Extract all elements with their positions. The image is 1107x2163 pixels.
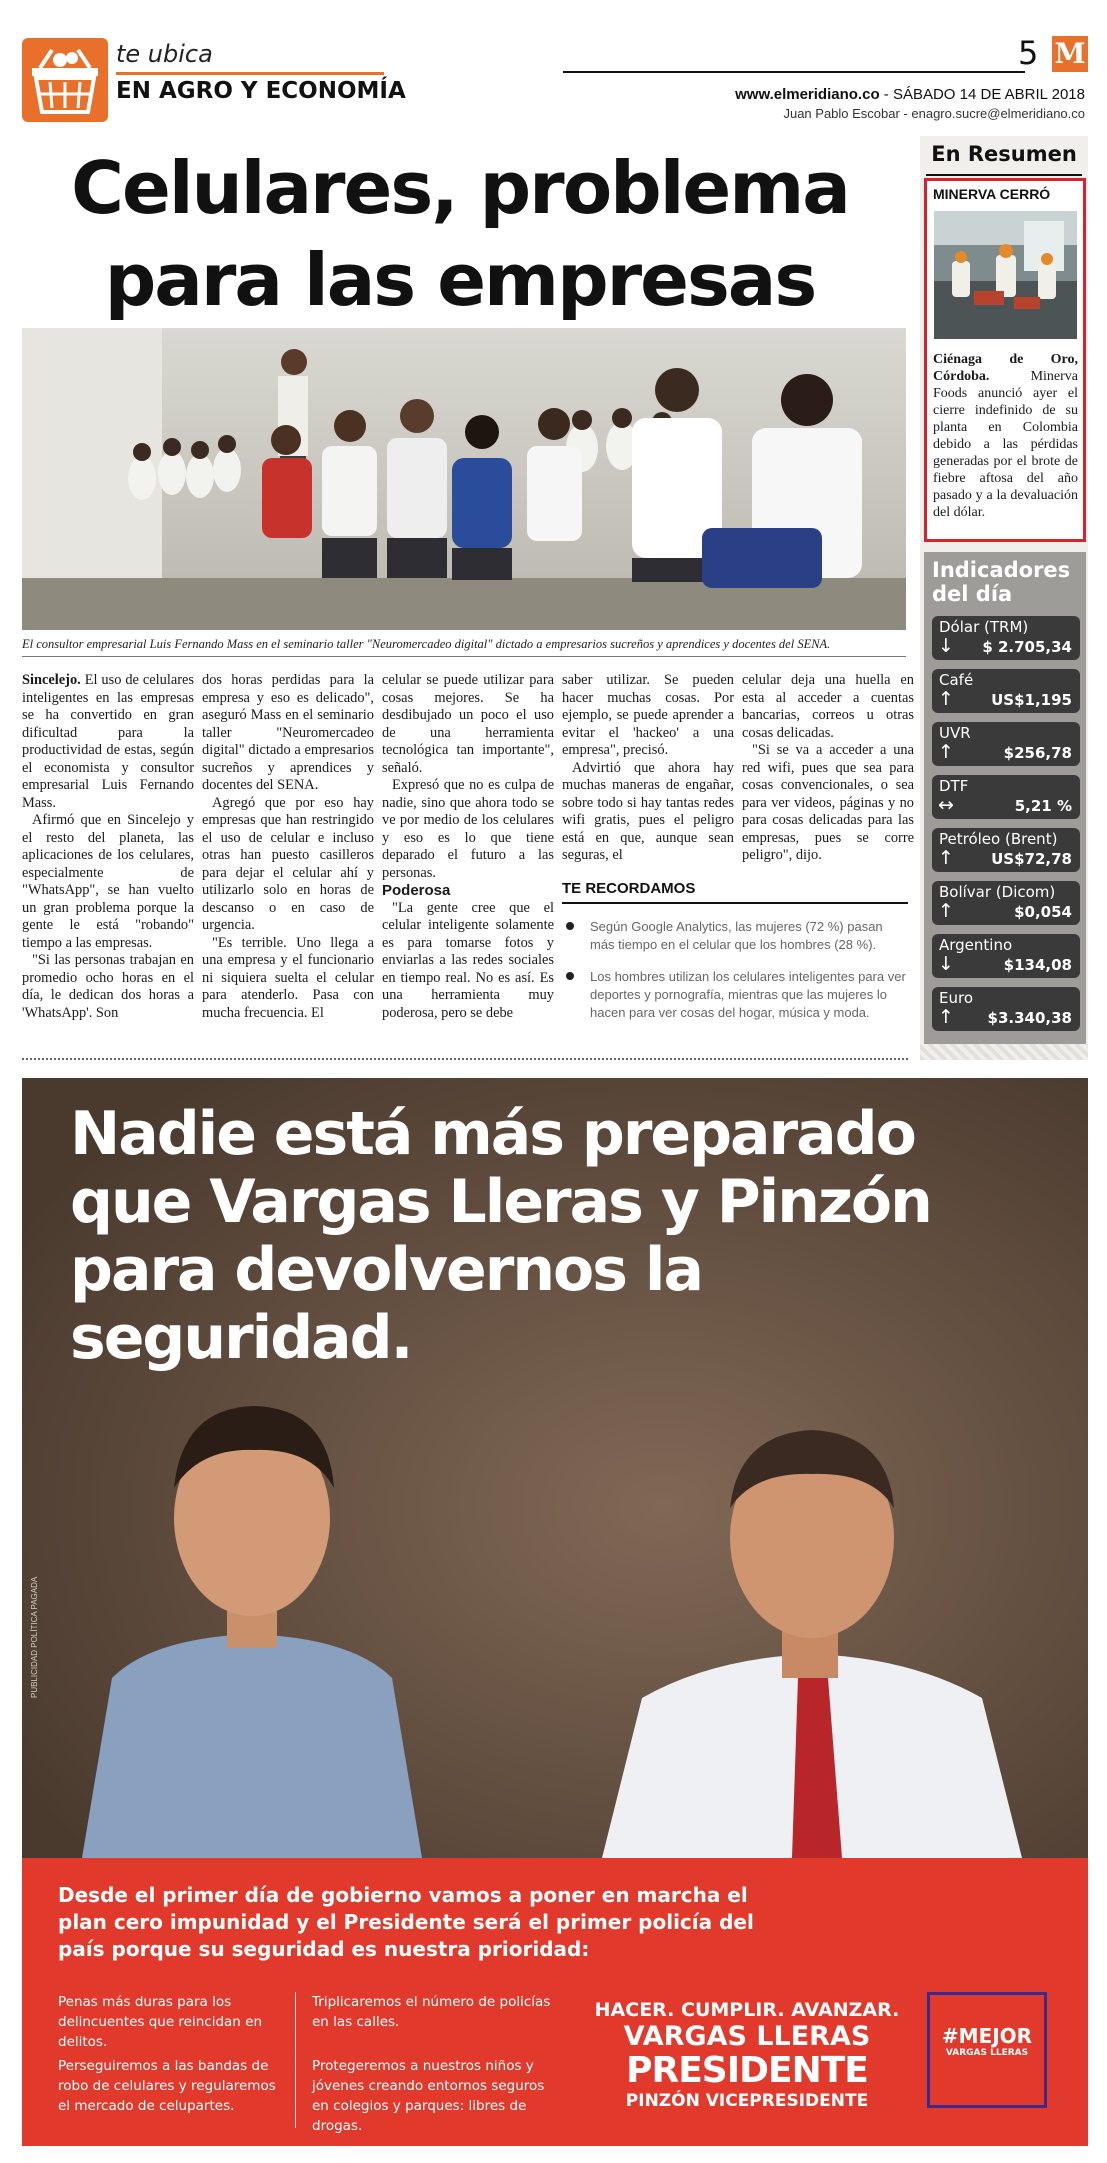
- ad-bullet: Penas más duras para los delincuentes que reincidan en delitos.: [58, 1994, 263, 2050]
- arrow-up-icon: ↑: [938, 1006, 954, 1028]
- indicator-name: Bolívar (Dicom): [939, 883, 1056, 901]
- article-paragraph: "Es terrible. Uno llega a una empresa y el funcionario ni siquiera suelta el celular para atenderlo. Pasa con mucha frecuencia. El: [202, 934, 374, 1021]
- resumen-highlight-box: [924, 178, 1086, 542]
- arrow-left-right-icon: ↔: [938, 794, 954, 816]
- headline-line-2: para las empresas: [104, 238, 816, 322]
- sidebar: [920, 136, 1088, 1060]
- campaign-badge: [927, 1992, 1047, 2108]
- sidebar-title-rule: [926, 174, 1082, 176]
- badge-name: VARGAS LLERAS: [945, 2048, 1029, 2058]
- resumen-place: Ciénaga de Oro, Córdoba.: [933, 352, 1078, 384]
- indicator-row: [932, 775, 1080, 819]
- indicator-name: Petróleo (Brent): [939, 830, 1058, 848]
- section-title: EN AGRO Y ECONOMÍA: [116, 78, 406, 104]
- article-paragraph: [22, 672, 194, 812]
- article-paragraph: Agregó que por eso hay empresas que han restringido el uso de celular e incluso otras han puesto casilleros para dejar el celular ahí y utilizarlo solo en horas de descanso o en caso de urgencia.: [202, 794, 374, 933]
- ad-slogan: [582, 1998, 912, 2112]
- article-subhead: Poderosa: [382, 882, 451, 899]
- arrow-down-icon: ↓: [938, 953, 954, 975]
- indicator-row: [932, 828, 1080, 872]
- resumen-text: [933, 351, 1078, 521]
- arrow-up-icon: ↑: [938, 847, 954, 869]
- indicator-value: $3.340,38: [987, 1009, 1072, 1027]
- resumen-body: Minerva Foods anunció ayer el cierre indefinido de su planta en Colombia debido a las pérdidas generadas por el brote de fiebre aftosa del año pasado y a la devaluación del dólar.: [933, 369, 1078, 520]
- indicator-name: Argentino: [939, 936, 1013, 954]
- indicator-name: Dólar (TRM): [939, 618, 1029, 636]
- caption-rule: [22, 656, 906, 657]
- header-rule: [563, 71, 1025, 73]
- bullet-icon: [566, 922, 574, 930]
- bullet-icon: [566, 972, 574, 980]
- indicators-panel: [924, 552, 1086, 1044]
- recordamos-text: Los hombres utilizan los celulares inteligentes para ver deportes y pornografía, mientras que las mujeres lo hacen para ver cosas del hogar, música y moda.: [590, 969, 906, 1020]
- article-paragraph: Advirtió que ahora hay muchas maneras de engañar, sobre todo si hay tantas redes wifi gratis, pues el peligro está en que, aunque sean seguras, el: [562, 759, 734, 863]
- article-paragraph: celular se puede utilizar para cosas mejores. Se ha desdibujado un poco el uso de una herramienta tecnológica tan importante", señaló.: [382, 672, 554, 776]
- indicator-value: 5,21 %: [1014, 797, 1072, 815]
- slogan-line: HACER. CUMPLIR. AVANZAR.: [594, 1999, 900, 2021]
- te-recordamos-title: TE RECORDAMOS: [562, 880, 908, 904]
- indicator-value: $134,08: [1003, 956, 1072, 974]
- indicator-value: $0,054: [1014, 903, 1072, 921]
- article-paragraph: celular deja una huella en esta al acceder a cuentas bancarias, correos u otras cosas delicadas.: [742, 672, 914, 741]
- slogan-candidate: VARGAS LLERAS: [623, 2021, 871, 2052]
- badge-text: [940, 2025, 1034, 2059]
- ad-divider: [295, 1992, 296, 2128]
- website-link[interactable]: www.elmeridiano.co: [735, 86, 880, 103]
- indicator-value: $256,78: [1003, 744, 1072, 762]
- arrow-down-icon: ↓: [938, 635, 954, 657]
- newspaper-logo: M: [1052, 36, 1088, 72]
- ad-headline: Nadie está más preparado que Vargas Lleras y Pinzón para devolvernos la seguridad.: [70, 1099, 931, 1373]
- indicators-title: Indicadores del día: [932, 558, 1071, 606]
- indicator-value: US$72,78: [991, 850, 1072, 868]
- seminar-photo: [22, 328, 906, 630]
- article-paragraph: "La gente cree que el celular inteligente solamente es para tomarse fotos y enviarlas a las redes sociales en tiempo real. No es así. Es una herramienta muy poderosa, pero se debe: [382, 899, 554, 1021]
- article-paragraph: Expresó que no es culpa de nadie, sino que ahora todo se ve por medio de los celulares y eso es lo que tiene deparado el futuro a las personas.: [382, 777, 554, 881]
- page-number: 5: [1018, 34, 1039, 72]
- recordamos-item: [562, 918, 908, 954]
- ad-bullet: Protegeremos a nuestros niños y jóvenes creando entornos seguros en colegios y parques: libres de drogas.: [312, 2058, 545, 2134]
- section-kicker: te ubica: [116, 40, 213, 68]
- section-rule: [116, 72, 384, 75]
- indicator-value: $ 2.705,34: [982, 638, 1072, 656]
- article-paragraph: "Si las personas trabajan en promedio ocho horas en el día, le dedican dos horas a 'WhatsApp'. Son: [22, 952, 194, 1021]
- slogan-office: PRESIDENTE: [626, 2050, 868, 2091]
- article-paragraph: dos horas perdidas para la empresa y eso es delicado", aseguró Mass en el seminario taller "Neuromercadeo digital" dictado a empresarios sucreños y aprendices y docentes del SENA.: [202, 672, 374, 793]
- ad-bullet: Perseguiremos a las bandas de robo de celulares y regularemos el mercado de celupartes.: [58, 2058, 276, 2114]
- article-column-1: [22, 672, 194, 1022]
- ad-red-band: [22, 1858, 1088, 2146]
- indicator-value: US$1,195: [991, 691, 1072, 709]
- recordamos-item: [562, 968, 908, 1022]
- te-recordamos-box: [562, 880, 908, 1022]
- author-line: Juan Pablo Escobar - enagro.sucre@elmeridiano.co: [783, 106, 1085, 121]
- sidebar-title: En Resumen: [931, 142, 1077, 166]
- sidebar-pattern: [920, 1044, 1088, 1060]
- indicator-name: Café: [939, 671, 974, 689]
- headline-line-1: Celulares, problema: [71, 146, 849, 230]
- article-column-3: [382, 672, 554, 1022]
- factory-photo: [934, 211, 1077, 339]
- indicator-row: [932, 987, 1080, 1031]
- article-column-5: [742, 672, 914, 865]
- arrow-up-icon: ↑: [938, 688, 954, 710]
- article-paragraph: "Si se va a acceder a una red wifi, pues que sea para cosas convencionales, o sea para ver videos, páginas y no para cosas delicadas para las empresas, pues se corre peligro", dijo.: [742, 742, 914, 863]
- ad-bullet: Triplicaremos el número de policías en las calles.: [312, 1994, 551, 2030]
- indicator-row: [932, 934, 1080, 978]
- dateline: Sincelejo.: [22, 672, 81, 688]
- paragraph-text: El uso de celulares inteligentes en las empresas se ha convertido en gran dificultad para la productividad de estas, según el economista y consultor empresarial Luis Fernando Mass.: [22, 672, 194, 811]
- ad-disclaimer: PUBLICIDAD POLÍTICA PAGADA: [30, 1576, 39, 1698]
- political-advertisement: [22, 1078, 1088, 2146]
- article-headline: [20, 142, 900, 326]
- arrow-up-icon: ↑: [938, 741, 954, 763]
- indicator-row: [932, 881, 1080, 925]
- indicator-name: DTF: [939, 777, 969, 795]
- article-column-4: [562, 672, 734, 865]
- article-paragraph: saber utilizar. Se pueden hacer muchas cosas. Por ejemplo, se puede aprender a evitar el 'hackeo' a una empresa", precisó.: [562, 672, 734, 758]
- slogan-vice: PINZÓN VICEPRESIDENTE: [625, 2091, 869, 2111]
- indicator-row: [932, 616, 1080, 660]
- indicator-row: [932, 669, 1080, 713]
- article-column-2: [202, 672, 374, 1022]
- badge-hashtag: #MEJOR: [941, 2024, 1033, 2048]
- recordamos-text: Según Google Analytics, las mujeres (72 %) pasan más tiempo en el celular que los hombres (28 %).: [590, 919, 883, 952]
- indicator-name: UVR: [939, 724, 971, 742]
- indicator-name: Euro: [939, 989, 973, 1007]
- market-basket-icon: [22, 38, 108, 122]
- article-end-rule: [22, 1058, 908, 1060]
- article-paragraph: Afirmó que en Sincelejo y el resto del planeta, las aplicaciones de los celulares, especialmente de "WhatsApp", se han vuelto un gran problema porque la gente le está "robando" tiempo a las empresas.: [22, 812, 194, 951]
- issue-date: - SÁBADO 14 DE ABRIL 2018: [883, 86, 1085, 103]
- arrow-up-icon: ↑: [938, 900, 954, 922]
- photo-caption: El consultor empresarial Luis Fernando Mass en el seminario taller "Neuromercadeo digital" dictado a empresarios sucreños y aprendices y docentes del SENA.: [22, 637, 831, 651]
- resumen-title: MINERVA CERRÓ: [933, 186, 1051, 202]
- indicator-row: [932, 722, 1080, 766]
- site-and-date: [735, 86, 1085, 103]
- ad-lead-text: Desde el primer día de gobierno vamos a poner en marcha el plan cero impunidad y el Presidente será el primer policía del país porque su seguridad es nuestra prioridad:: [58, 1883, 754, 1961]
